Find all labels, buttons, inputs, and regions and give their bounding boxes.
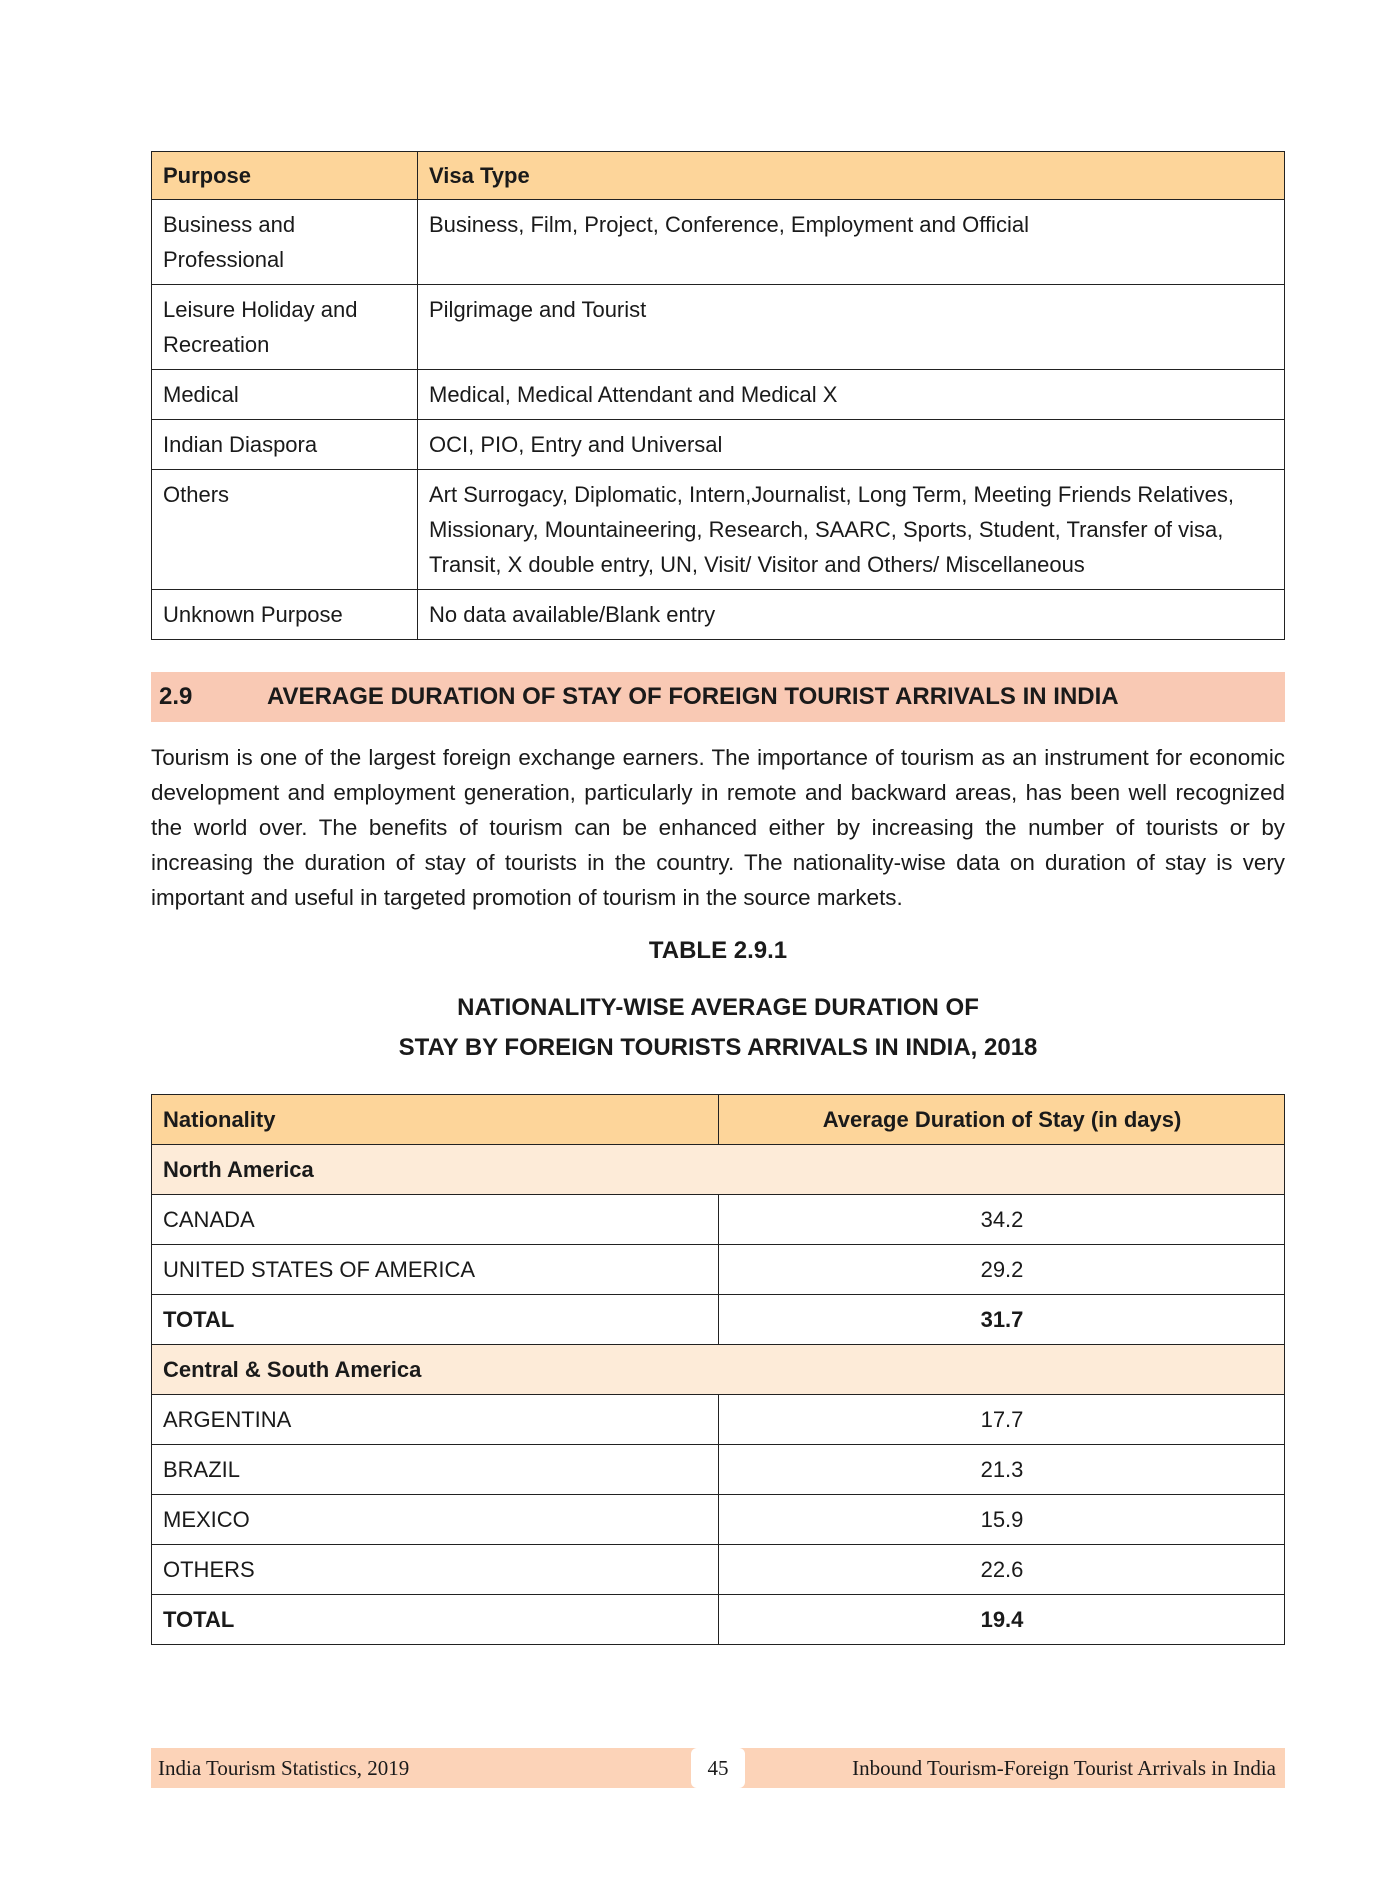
footer-publication-title: India Tourism Statistics, 2019: [158, 1756, 410, 1780]
visa-type-cell: Medical, Medical Attendant and Medical X: [418, 370, 1285, 420]
duration-cell: 34.2: [719, 1195, 1285, 1245]
country-cell: UNITED STATES OF AMERICA: [152, 1245, 719, 1295]
purpose-visa-table: [151, 151, 1285, 640]
table-row: [152, 1195, 1285, 1245]
table-header-row: [152, 152, 1285, 200]
page-footer: [151, 1748, 1285, 1788]
purpose-column-header: Purpose: [152, 152, 418, 200]
table-row: [152, 1245, 1285, 1295]
total-value: 19.4: [719, 1595, 1285, 1645]
region-group-row: [152, 1145, 1285, 1195]
table-row: [152, 285, 1285, 370]
visa-type-cell: No data available/Blank entry: [418, 590, 1285, 640]
table-row: [152, 200, 1285, 285]
visa-type-cell: Art Surrogacy, Diplomatic, Intern,Journalist, Long Term, Meeting Friends Relatives, Missionary, Mountaineering, Research, SAARC, Sports, Student, Transfer of visa, Transit, X double entry, UN, Visit/ Visitor and Others/ Miscellaneous: [418, 470, 1285, 590]
duration-column-header: Average Duration of Stay (in days): [719, 1095, 1285, 1145]
total-label: TOTAL: [152, 1295, 719, 1345]
duration-cell: 22.6: [719, 1545, 1285, 1595]
section-heading: [151, 672, 1285, 722]
table-row: [152, 1445, 1285, 1495]
total-row: [152, 1595, 1285, 1645]
table-row: [152, 420, 1285, 470]
section-title: AVERAGE DURATION OF STAY OF FOREIGN TOURIST ARRIVALS IN INDIA: [267, 683, 1119, 710]
purpose-cell: Others: [152, 470, 418, 590]
visa-type-cell: Business, Film, Project, Conference, Employment and Official: [418, 200, 1285, 285]
duration-cell: 29.2: [719, 1245, 1285, 1295]
visa-type-column-header: Visa Type: [418, 152, 1285, 200]
purpose-cell: Medical: [152, 370, 418, 420]
purpose-cell: Unknown Purpose: [152, 590, 418, 640]
footer-chapter-title: Inbound Tourism-Foreign Tourist Arrivals in India: [852, 1756, 1276, 1780]
country-cell: MEXICO: [152, 1495, 719, 1545]
section-number: 2.9: [159, 683, 193, 710]
table-row: [152, 1495, 1285, 1545]
total-value: 31.7: [719, 1295, 1285, 1345]
visa-type-cell: OCI, PIO, Entry and Universal: [418, 420, 1285, 470]
intro-paragraph: Tourism is one of the largest foreign exchange earners. The importance of tourism as an instrument for economic development and employment generation, particularly in remote and backward areas, has been well recognized the world over. The benefits of tourism can be enhanced either by increasing the number of tourists or by increasing the duration of stay of tourists in the country. The nationality-wise data on duration of stay is very important and useful in targeted promotion of tourism in the source markets.: [151, 745, 1285, 910]
duration-cell: 17.7: [719, 1395, 1285, 1445]
page-content: [151, 151, 1285, 1645]
purpose-cell: Indian Diaspora: [152, 420, 418, 470]
total-row: [152, 1295, 1285, 1345]
country-cell: BRAZIL: [152, 1445, 719, 1495]
nationality-column-header: Nationality: [152, 1095, 719, 1145]
visa-type-cell: Pilgrimage and Tourist: [418, 285, 1285, 370]
table-title: [151, 988, 1285, 1068]
page-number: 45: [691, 1748, 745, 1788]
table-row: [152, 1395, 1285, 1445]
duration-of-stay-table: [151, 1094, 1285, 1645]
country-cell: OTHERS: [152, 1545, 719, 1595]
table-title-line: NATIONALITY-WISE AVERAGE DURATION OF: [457, 994, 979, 1021]
total-label: TOTAL: [152, 1595, 719, 1645]
purpose-cell: Leisure Holiday and Recreation: [152, 285, 418, 370]
table-row: [152, 1545, 1285, 1595]
duration-cell: 15.9: [719, 1495, 1285, 1545]
region-name: Central & South America: [152, 1345, 1285, 1395]
table-header-row: [152, 1095, 1285, 1145]
table-title-line: STAY BY FOREIGN TOURISTS ARRIVALS IN INDIA, 2018: [398, 1034, 1038, 1061]
table-row: [152, 590, 1285, 640]
country-cell: ARGENTINA: [152, 1395, 719, 1445]
duration-cell: 21.3: [719, 1445, 1285, 1495]
table-row: [152, 370, 1285, 420]
country-cell: CANADA: [152, 1195, 719, 1245]
table-row: [152, 470, 1285, 590]
region-group-row: [152, 1345, 1285, 1395]
region-name: North America: [152, 1145, 1285, 1195]
table-number: TABLE 2.9.1: [648, 937, 788, 964]
purpose-cell: Business and Professional: [152, 200, 418, 285]
